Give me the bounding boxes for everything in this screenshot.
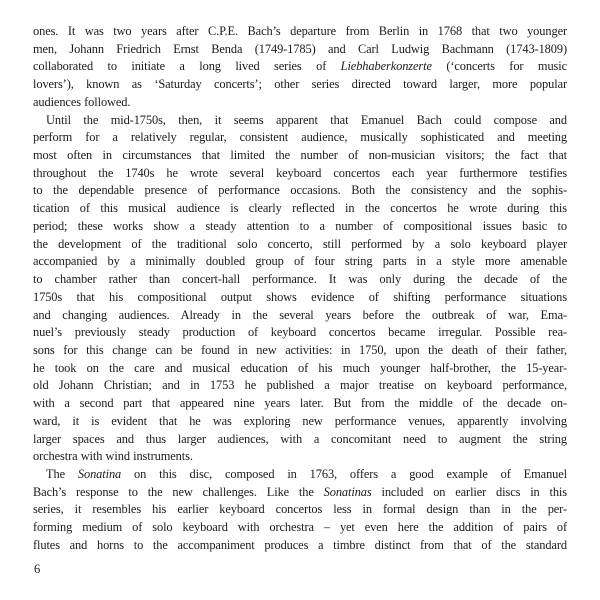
text-line (33, 289, 567, 307)
text-line (33, 218, 567, 236)
text-run: sons for this change can be found in new activities: in 1750, upon the death of their father, (33, 342, 567, 357)
text-line (33, 94, 567, 112)
text-run: included on earlier discs in this (371, 484, 567, 499)
text-line (33, 342, 567, 360)
text-run: most often in circumstances that limited the number of non-musician visitors; the fact that (33, 148, 567, 163)
text-run: flutes and horns to the accompaniment produces a timbre distinct from that of the standard (33, 537, 567, 552)
text-run: 1750s that his compositional output shows evidence of shifting performance situations (33, 289, 567, 304)
text-line (33, 112, 567, 130)
text-line (33, 76, 567, 94)
text-line (33, 253, 567, 271)
text-run: the development of the traditional solo concerto, still performed by a solo keyboard player (33, 236, 567, 251)
text-run: men, Johann Friedrich Ernst Benda (1749-1785) and Carl Ludwig Bachmann (1743-1809) (33, 41, 567, 56)
text-line (33, 377, 567, 395)
text-line (33, 182, 567, 200)
text-line (33, 200, 567, 218)
text-line (33, 537, 567, 555)
text-line (33, 165, 567, 183)
text-block (33, 23, 567, 555)
text-line (33, 448, 567, 466)
text-run: with a second part that appeared nine years later. But from the middle of the decade on- (33, 396, 567, 411)
text-run: forming medium of solo keyboard with orchestra – yet even here the addition of pairs of (33, 520, 567, 535)
text-line (33, 236, 567, 254)
text-run: and changing audiences. Already in the several years before the outbreak of war, Ema- (33, 307, 567, 322)
text-run: period; these works show a steady attention to a number of compositional issues basic to (33, 218, 567, 233)
italic-text: Sonatina (77, 466, 122, 481)
text-run: collaborated to initiate a long lived series of (33, 59, 341, 74)
text-line (33, 413, 567, 431)
text-run: lovers’), known as ‘Saturday concerts’; other series directed toward larger, more popular (33, 77, 567, 92)
text-run: to chamber rather than concert-hall performance. It was only during the decade of the (33, 272, 567, 287)
text-line (33, 431, 567, 449)
text-run: orchestra with wind instruments. (33, 449, 193, 464)
text-run: tication of this musical audience is clearly reflected in the concertos he wrote during this (33, 201, 567, 216)
text-line (33, 324, 567, 342)
text-run: audiences followed. (33, 94, 131, 109)
text-run: on this disc, composed in 1763, offers a good example of Emanuel (121, 466, 567, 481)
text-line (33, 271, 567, 289)
text-run: Bach’s response to the new challenges. Like the (33, 484, 324, 499)
text-run: ward, it is evident that he was exploring new performance venues, apparently involving (33, 413, 567, 428)
text-line (33, 501, 567, 519)
text-run: The (46, 466, 78, 481)
italic-text: Liebhaberkonzerte (340, 59, 432, 74)
text-run: old Johann Christian; and in 1753 he published a major treatise on keyboard performance, (33, 378, 567, 393)
text-line (33, 58, 567, 76)
text-line (33, 307, 567, 325)
text-run: larger spaces and thus larger audiences, with a concomitant need to augment the string (33, 431, 567, 446)
text-line (33, 395, 567, 413)
text-line (33, 466, 567, 484)
text-run: (‘concerts for music (431, 59, 567, 74)
italic-text: Sonatinas (323, 484, 372, 499)
text-run: throughout the 1740s he wrote several keyboard concertos each year furthermore testifies (33, 165, 567, 180)
text-line (33, 147, 567, 165)
text-run: he took on the care and musical education of his much younger half-brother, the 15-year- (33, 360, 567, 375)
text-run: perform for a relatively regular, consistent audience, musically sophisticated and meeting (33, 130, 567, 145)
text-run: ones. It was two years after C.P.E. Bach’s departure from Berlin in 1768 that two younger (33, 24, 567, 38)
text-line (33, 484, 567, 502)
text-line (33, 129, 567, 147)
text-run: accompanied by a minimally doubled group of four string parts in a style more amenable (33, 254, 567, 269)
text-run: nuel’s previously steady production of keyboard concertos became irregular. Possible rea- (33, 325, 567, 340)
text-line (33, 23, 567, 41)
text-run: to the dependable presence of performance occasions. Both the consistency and the sophis- (33, 183, 567, 198)
text-run: series, it resembles his earlier keyboard concertos less in formal design than in the per- (33, 502, 567, 517)
text-line (33, 519, 567, 537)
text-line (33, 360, 567, 378)
text-run: Until the mid-1750s, then, it seems apparent that Emanuel Bach could compose and (46, 112, 567, 127)
text-line (33, 41, 567, 59)
page-number: 6 (34, 562, 41, 576)
